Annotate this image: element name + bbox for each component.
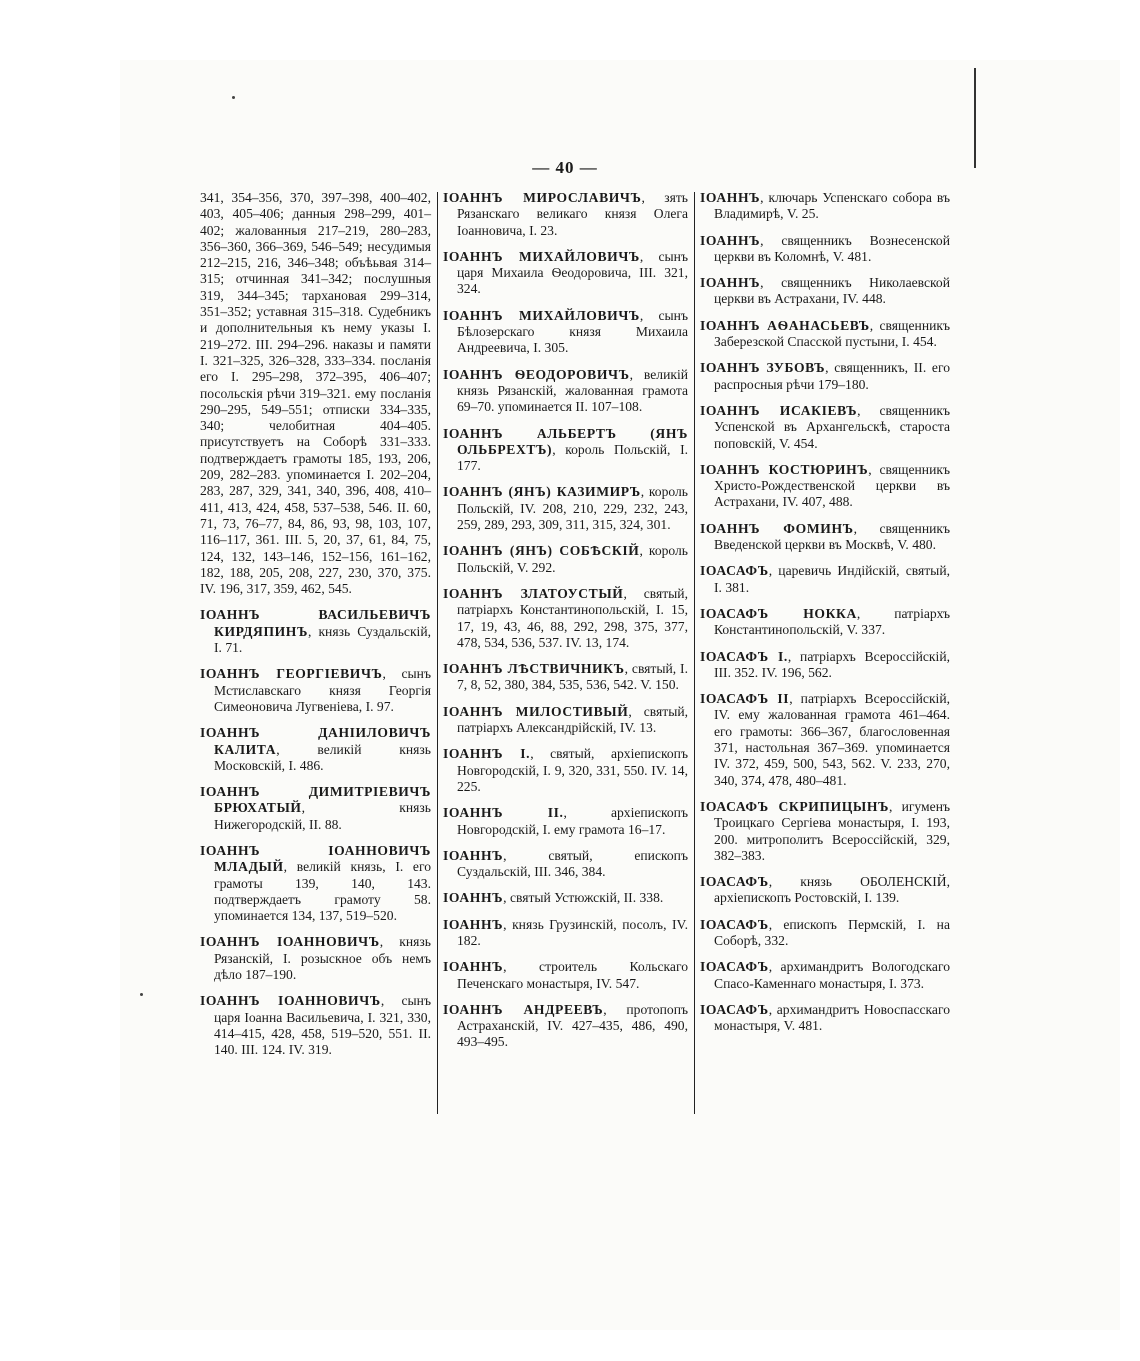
entry-references: , святый, патріархъ Константинопольскій, I. 15, 17, 19, 43, 46, 88, 292, 298, 375, 377, 478, 534, 536, 537. IV. 13, 174. — [457, 585, 688, 650]
index-entry — [443, 367, 688, 416]
entry-references: , священникъ Вознесенской церкви въ Коломнѣ, V. 481. — [714, 232, 950, 264]
entry-headword: ІОАННЪ ЛѢСТВИЧНИКЪ — [443, 661, 625, 677]
index-column-1 — [200, 190, 431, 1069]
entry-references: , великій князь Рязанскій, жалованная грамота 69–70. упоминается II. 107–108. — [457, 366, 689, 415]
entry-references: , сынъ царя Михаила Ѳеодоровича, III. 321, 324. — [457, 248, 688, 297]
entry-references: , строитель Кольскаго Печенскаго монастыря, IV. 547. — [457, 959, 688, 991]
index-entry — [200, 666, 431, 715]
page-edge-mark — [974, 68, 976, 168]
entry-references: , святый, архіепископъ Новгородскій, I. 9, 320, 331, 550. IV. 14, 225. — [457, 746, 688, 794]
entry-references: , царевичь Индійскій, святый, I. 381. — [714, 563, 950, 595]
index-entry — [443, 746, 688, 795]
entry-headword: ІОАННЪ МИРОСЛАВИЧЪ — [443, 190, 642, 205]
column-rule — [694, 192, 695, 1114]
index-entry — [700, 691, 950, 789]
entry-headword: ІОАСАФЪ I. — [700, 648, 788, 664]
entry-references: , князь Рязанскій, I. розыскное объ немъ дѣло 187–190. — [214, 934, 431, 983]
entry-headword: ІОАСАФЪ — [700, 563, 769, 579]
entry-headword: ІОАННЪ ВАСИЛЬЕВИЧЪ КИРДЯПИНЪ — [200, 607, 431, 639]
entry-headword: ІОАСАФЪ СКРИПИЦЫНЪ — [700, 798, 890, 814]
entry-references: , священникъ Николаевской церкви въ Астрахани, IV. 448. — [714, 275, 950, 307]
entry-references: , патріархъ Всероссійскій, IV. ему жалованная грамота 461–464. его грамоты: 366–367, благословенная 371, настольная 367–369. упоминается IV. 372, 459, 500, 543, 562. V. 233, 270, 340, 374, 478, 480–481. — [714, 691, 950, 788]
entry-headword: ІОАННЪ АНДРЕЕВЪ — [443, 1001, 604, 1017]
entry-references: , князь Грузинскій, посолъ, IV. 182. — [457, 916, 688, 948]
index-column-2 — [443, 190, 688, 1061]
entry-references: , князь Суздальскій, I. 71. — [214, 623, 431, 656]
entry-references: , великій князь, I. его грамоты 139, 140, 143. подтверждаетъ грамоту 58. упоминается 134, 137, 519–520. — [214, 859, 431, 924]
entry-references: , святый, епископъ Суздальскій, III. 346, 384. — [457, 847, 688, 880]
index-entry — [443, 484, 688, 533]
entry-headword: ІОАСАФЪ II — [700, 691, 790, 707]
entry-references: , сынъ Бѣлозерскаго князя Михаила Андреевича, I. 305. — [457, 307, 688, 356]
index-entry — [700, 318, 950, 351]
entry-references: , священникъ Успенской въ Архангельскѣ, староста поповскій, V. 454. — [714, 402, 950, 451]
entry-headword: ІОАННЪ — [700, 232, 761, 248]
entry-headword: ІОАННЪ ЗЛАТОУСТЫЙ — [443, 585, 624, 601]
entry-references: , князь ОБОЛЕНСКІЙ, архіепископъ Ростовскій, I. 139. — [714, 874, 950, 906]
index-entry — [700, 233, 950, 266]
entry-references: , король Польскій, V. 292. — [457, 543, 689, 575]
entry-headword: ІОАННЪ ІОАННОВИЧЪ — [200, 993, 381, 1009]
entry-headword: ІОАСАФЪ — [700, 959, 769, 975]
index-entry — [443, 543, 688, 576]
index-entry — [200, 607, 431, 656]
index-entry — [700, 959, 950, 992]
index-entry — [700, 190, 950, 223]
index-entry — [443, 586, 688, 651]
entry-references: , священникъ Христо-Рождественской церкви въ Астрахани, IV. 407, 488. — [714, 461, 950, 510]
entry-headword: ІОАННЪ ДИМИТРІЕВИЧЪ БРЮХАТЫЙ — [200, 784, 431, 816]
entry-references: , архимандритъ Вологодскаго Спасо-Каменнаго монастыря, I. 373. — [714, 959, 950, 991]
index-entry — [443, 249, 688, 298]
index-entry — [200, 784, 431, 833]
entry-headword: ІОАННЪ — [443, 847, 504, 863]
entry-references: , сынъ Мстиславскаго князя Георгія Симеоновича Лугвеніева, I. 97. — [214, 666, 431, 714]
entry-headword: ІОАННЪ ІОАННОВИЧЪ — [200, 934, 380, 950]
entry-headword: ІОАННЪ — [443, 890, 504, 906]
index-entry — [700, 874, 950, 907]
index-entry — [700, 563, 950, 596]
index-entry — [700, 917, 950, 950]
entry-headword: ІОАННЪ МИХАЙЛОВИЧЪ — [443, 248, 640, 264]
entry-references: 341, 354–356, 370, 397–398, 400–402, 403, 405–406; данныя 298–299, 401–402; жалованныя 217–219, 280–283, 356–360, 366–369, 546–549; несудимыя 212–215, 216, 346–348; объѣьвая 314–315; отчинная 341–342; послушныя 319, 344–345; тархановая 299–314, 351–352; уставная 315–318. Судебникъ и дополнительныя къ нему указы I. 219–272. III. 294–296. наказы и памяти I. 321–325, 326–328, 333–334. посланія его I. 295–298, 372–395, 406–407; посольскія рѣчи 319–321. ему посланія 290–295, 549–551; отписки 334–335, 340; челобитная 404–405. присутствуетъ на Соборѣ 331–333. подтверждаетъ грамоты 185, 193, 206, 209, 282–283. упоминается I. 202–204, 283, 287, 329, 341, 340, 396, 408, 410–411, 413, 424, 458, 537–538, 546. II. 60, 71, 73, 76–77, 84, 86, 93, 98, 103, 107, 116–117, 361. III. 5, 20, 37, 61, 84, 75, 124, 132, 143–146, 152–156, 161–162, 182, 188, 205, 208, 227, 230, 370, 375. IV. 196, 317, 359, 462, 545. — [200, 190, 431, 597]
entry-headword: ІОАННЪ ФОМИНЪ — [700, 520, 854, 536]
entry-references: , патріархъ Всероссійскій, III. 352. IV. 196, 562. — [714, 648, 950, 680]
entry-references: , князь Нижегородскій, II. 88. — [214, 800, 431, 832]
index-entry — [443, 890, 688, 906]
entry-references: , архіепископъ Новгородскій, I. ему грамота 16–17. — [457, 805, 688, 837]
index-column-3 — [700, 190, 950, 1044]
index-entry — [700, 1002, 950, 1035]
index-entry — [443, 661, 688, 694]
entry-headword: ІОАННЪ ДАНІИЛОВИЧЪ КАЛИТА — [200, 725, 431, 757]
entry-references: , патріархъ Константинопольскій, V. 337. — [714, 605, 950, 638]
entry-references: , король Польскій, IV. 208, 210, 229, 232, 243, 259, 289, 293, 309, 311, 315, 324, 301. — [457, 484, 688, 533]
entry-references: , король Польскій, I. 177. — [457, 441, 688, 474]
index-entry — [700, 275, 950, 308]
entry-headword: ІОАННЪ МИХАЙЛОВИЧЪ — [443, 307, 640, 323]
entry-references: , епископъ Пермскій, I. на Соборѣ, 332. — [714, 916, 950, 948]
entry-headword: ІОАННЪ ЗУБОВЪ — [700, 360, 826, 376]
index-entry — [700, 521, 950, 554]
index-entry — [443, 704, 688, 737]
scan-speck — [232, 96, 235, 99]
entry-headword: ІОАННЪ (ЯНЪ) СОБѢСКІЙ — [443, 543, 640, 559]
index-entry — [443, 805, 688, 838]
entry-headword: ІОАСАФЪ — [700, 874, 769, 890]
index-entry — [200, 993, 431, 1058]
entry-headword: ІОАННЪ — [700, 275, 761, 291]
index-entry — [443, 308, 688, 357]
index-entry — [200, 934, 431, 983]
entry-headword: ІОАННЪ (ЯНЪ) КАЗИМИРЪ — [443, 484, 641, 500]
index-entry — [700, 462, 950, 511]
entry-references: , великій князь Московскій, I. 486. — [214, 741, 431, 773]
entry-headword: ІОАННЪ ѲЕОДОРОВИЧЪ — [443, 366, 630, 382]
entry-references: , архимандритъ Новоспасскаго монастыря, V. 481. — [714, 1001, 950, 1034]
entry-headword: ІОАННЪ II. — [443, 805, 564, 821]
entry-references: , игуменъ Троицкаго Сергіева монастыря, I. 193, 200. митрополитъ Всероссійскій, 329, 382–383. — [714, 798, 950, 863]
index-entry — [443, 848, 688, 881]
entry-headword: ІОАННЪ ІОАННОВИЧЪ МЛАДЫЙ — [200, 842, 431, 875]
index-entry — [443, 1002, 688, 1051]
entry-headword: ІОАННЪ ГЕОРГІЕВИЧЪ — [200, 666, 383, 682]
index-entry — [443, 917, 688, 950]
entry-references: , священникъ, II. его распросныя рѣчи 179–180. — [714, 360, 951, 392]
entry-headword: ІОАННЪ КОСТЮРИНЪ — [700, 461, 869, 477]
index-entry — [700, 606, 950, 639]
index-entry — [700, 403, 950, 452]
entry-headword: ІОАННЪ АЛЬБЕРТЪ (ЯНЪ ОЛЬБРЕХТЪ) — [443, 425, 688, 457]
entry-headword: ІОАСАФЪ — [700, 916, 769, 932]
entry-references: , зять Рязанскаго великаго князя Олега Іоанновича, I. 23. — [457, 190, 688, 238]
entry-references: , священникъ Заберезской Спасской пустыни, I. 454. — [714, 317, 950, 350]
entry-headword: ІОАННЪ — [443, 916, 504, 932]
entry-headword: ІОАННЪ — [700, 190, 761, 205]
entry-references: , святый, патріархъ Александрійскій, IV. 13. — [457, 703, 688, 736]
index-entry — [200, 725, 431, 774]
entry-headword: ІОАННЪ АѲАНАСЬЕВЪ — [700, 317, 870, 333]
index-entry — [443, 959, 688, 992]
entry-references: , священникъ Введенской церкви въ Москвѣ, V. 480. — [714, 520, 951, 553]
entry-references: , протопопъ Астраханскій, IV. 427–435, 486, 490, 493–495. — [457, 1001, 689, 1050]
page-number: — 40 — — [532, 158, 598, 177]
index-entry — [443, 426, 688, 475]
entry-references: , святый Устюжскій, II. 338. — [503, 890, 664, 906]
entry-references: , святый, I. 7, 8, 52, 380, 384, 535, 536, 542. V. 150. — [457, 661, 688, 693]
index-entry — [443, 190, 688, 239]
entry-headword: ІОАННЪ ИСАКІЕВЪ — [700, 402, 858, 418]
index-entry — [200, 843, 431, 924]
index-entry — [700, 360, 950, 393]
scan-speck — [140, 993, 143, 996]
index-entry — [700, 649, 950, 682]
column-rule — [437, 192, 438, 1114]
entry-headword: ІОАСАФЪ — [700, 1001, 769, 1017]
entry-headword: ІОАННЪ I. — [443, 746, 531, 762]
entry-references: , сынъ царя Іоанна Васильевича, I. 321, 330, 414–415, 428, 458, 519–520, 551. II. 140. III. 124. IV. 319. — [214, 993, 431, 1058]
entry-headword: ІОАННЪ МИЛОСТИВЫЙ — [443, 703, 629, 719]
entry-references: , ключарь Успенскаго собора въ Владимирѣ, V. 25. — [714, 190, 950, 222]
index-entry — [700, 799, 950, 864]
index-entry — [200, 190, 431, 597]
entry-headword: ІОАСАФЪ НОККА — [700, 605, 857, 621]
entry-headword: ІОАННЪ — [443, 959, 504, 975]
